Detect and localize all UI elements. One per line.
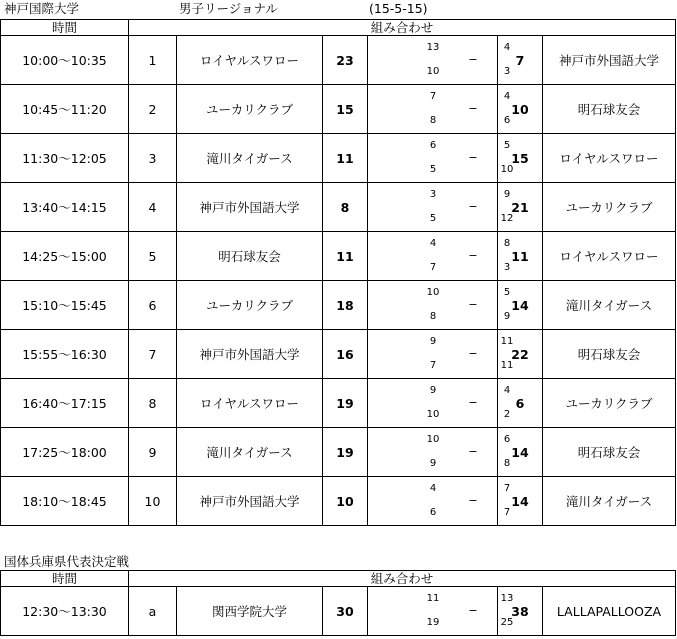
match-row: [1, 330, 676, 379]
set-b-1: 7: [503, 483, 511, 494]
match-time: 12:30〜13:30: [1, 587, 129, 636]
set-a-2: 5: [429, 213, 437, 224]
set-b-1: 8: [503, 238, 511, 249]
match-time: 18:10〜18:45: [1, 477, 129, 526]
set-scores: [368, 232, 511, 281]
set-b-2: 25: [500, 617, 514, 628]
match-number: 7: [129, 330, 177, 379]
set-scores: [368, 36, 511, 85]
dash-separator: −: [468, 604, 478, 617]
set-b-1: 5: [503, 287, 511, 298]
match-row: [1, 36, 676, 85]
team-b: 滝川タイガース: [543, 281, 676, 330]
match-number: a: [129, 587, 177, 636]
set-b-2: 7: [503, 507, 511, 518]
team-b: ロイヤルスワロー: [543, 232, 676, 281]
team-a: ロイヤルスワロー: [177, 36, 323, 85]
set-a-1: 7: [429, 91, 437, 102]
match-time: 17:25〜18:00: [1, 428, 129, 477]
match-number: 8: [129, 379, 177, 428]
match-time: 15:55〜16:30: [1, 330, 129, 379]
score-a: 18: [323, 281, 368, 330]
set-b-1: 6: [503, 434, 511, 445]
match-time: 10:45〜11:20: [1, 85, 129, 134]
set-scores: [368, 134, 514, 183]
team-a: ユーカリクラブ: [177, 85, 323, 134]
set-a-1: 13: [426, 42, 440, 53]
set-a-2: 6: [429, 507, 437, 518]
match-row: [1, 428, 676, 477]
dash-separator: −: [468, 53, 478, 66]
team-b: ロイヤルスワロー: [543, 134, 676, 183]
match-row: [1, 85, 676, 134]
score-a: 19: [323, 428, 368, 477]
score-a: 15: [323, 85, 368, 134]
set-a-1: 4: [429, 483, 437, 494]
set-a-2: 7: [429, 262, 437, 273]
match-time: 11:30〜12:05: [1, 134, 129, 183]
match-time: 15:10〜15:45: [1, 281, 129, 330]
score-b: 7: [498, 36, 543, 85]
time-header: 時間: [1, 571, 129, 587]
set-a-1: 11: [426, 593, 440, 604]
dash-separator: −: [468, 396, 478, 409]
match-number: 6: [129, 281, 177, 330]
set-b-2: 2: [503, 409, 511, 420]
match-time: 16:40〜17:15: [1, 379, 129, 428]
score-b: 11: [498, 232, 543, 281]
team-b: 神戸市外国語大学: [543, 36, 676, 85]
set-b-2: 3: [503, 262, 511, 273]
dash-separator: −: [468, 298, 478, 311]
score-b: 14: [498, 281, 543, 330]
section2-title: 国体兵庫県代表決定戦: [4, 554, 130, 569]
match-row: [1, 587, 676, 636]
match-number: 3: [129, 134, 177, 183]
schedule-table: [0, 19, 676, 526]
set-a-1: 10: [426, 434, 440, 445]
match-row: [1, 134, 676, 183]
set-a-2: 9: [429, 458, 437, 469]
score-b: 21: [498, 183, 543, 232]
score-a: 19: [323, 379, 368, 428]
team-b: 明石球友会: [543, 428, 676, 477]
set-scores: [368, 587, 514, 636]
set-a-2: 7: [429, 360, 437, 371]
set-scores: [368, 428, 511, 477]
set-a-1: 3: [429, 189, 437, 200]
dash-separator: −: [468, 200, 478, 213]
team-a: 神戸市外国語大学: [177, 183, 323, 232]
score-b: 14: [498, 428, 543, 477]
dash-separator: −: [468, 102, 478, 115]
time-header: 時間: [1, 20, 129, 36]
match-time: 10:00〜10:35: [1, 36, 129, 85]
score-a: 8: [323, 183, 368, 232]
score-a: 11: [323, 134, 368, 183]
set-b-2: 6: [503, 115, 511, 126]
set-scores: [368, 281, 511, 330]
match-time: 14:25〜15:00: [1, 232, 129, 281]
score-a: 23: [323, 36, 368, 85]
team-a: 神戸市外国語大学: [177, 477, 323, 526]
team-a: 関西学院大学: [177, 587, 323, 636]
set-scores: [368, 85, 511, 134]
match-number: 1: [129, 36, 177, 85]
team-b: 明石球友会: [543, 85, 676, 134]
set-a-2: 10: [426, 66, 440, 77]
dash-separator: −: [468, 347, 478, 360]
team-a: 滝川タイガース: [177, 134, 323, 183]
matchup-header: 組み合わせ: [129, 571, 676, 587]
matchup-header: 組み合わせ: [129, 20, 676, 36]
venue-title: 神戸国際大学: [4, 1, 80, 16]
match-row: [1, 379, 676, 428]
score-b: 15: [498, 134, 543, 183]
set-scores: [368, 379, 511, 428]
set-a-1: 10: [426, 287, 440, 298]
set-b-1: 9: [503, 189, 511, 200]
set-b-2: 10: [500, 164, 514, 175]
match-row: [1, 477, 676, 526]
dash-separator: −: [468, 494, 478, 507]
team-b: 明石球友会: [543, 330, 676, 379]
set-a-2: 5: [429, 164, 437, 175]
set-a-2: 8: [429, 115, 437, 126]
set-a-1: 9: [429, 385, 437, 396]
set-a-2: 19: [426, 617, 440, 628]
set-scores: [368, 330, 514, 379]
set-a-1: 9: [429, 336, 437, 347]
set-scores: [368, 477, 511, 526]
set-b-2: 12: [500, 213, 514, 224]
score-a: 16: [323, 330, 368, 379]
set-a-2: 10: [426, 409, 440, 420]
score-b: 10: [498, 85, 543, 134]
set-b-2: 3: [503, 66, 511, 77]
set-b-1: 11: [500, 336, 514, 347]
score-a: 30: [323, 587, 368, 636]
set-b-2: 9: [503, 311, 511, 322]
match-number: 5: [129, 232, 177, 281]
team-a: ロイヤルスワロー: [177, 379, 323, 428]
team-b: ユーカリクラブ: [543, 183, 676, 232]
set-b-2: 8: [503, 458, 511, 469]
team-a: ユーカリクラブ: [177, 281, 323, 330]
score-b: 38: [498, 587, 543, 636]
score-b: 22: [498, 330, 543, 379]
set-b-1: 4: [503, 91, 511, 102]
match-number: 9: [129, 428, 177, 477]
set-scores: [368, 183, 514, 232]
set-b-1: 4: [503, 385, 511, 396]
match-number: 10: [129, 477, 177, 526]
match-number: 2: [129, 85, 177, 134]
team-b: 滝川タイガース: [543, 477, 676, 526]
score-b: 14: [498, 477, 543, 526]
match-row: [1, 232, 676, 281]
match-row: [1, 183, 676, 232]
score-b: 6: [498, 379, 543, 428]
set-b-2: 11: [500, 360, 514, 371]
league-title: 男子リージョナル: [179, 1, 278, 16]
team-b: LALLAPALLOOZA: [543, 587, 676, 636]
set-b-1: 4: [503, 42, 511, 53]
dash-separator: −: [468, 151, 478, 164]
match-number: 4: [129, 183, 177, 232]
set-b-1: 5: [503, 140, 511, 151]
set-a-1: 4: [429, 238, 437, 249]
team-b: ユーカリクラブ: [543, 379, 676, 428]
set-b-1: 13: [500, 593, 514, 604]
team-a: 滝川タイガース: [177, 428, 323, 477]
date-label: (15-5-15): [369, 1, 428, 16]
dash-separator: −: [468, 445, 478, 458]
header-row: [1, 20, 676, 36]
section2-table: [0, 570, 676, 636]
match-time: 13:40〜14:15: [1, 183, 129, 232]
match-row: [1, 281, 676, 330]
team-a: 明石球友会: [177, 232, 323, 281]
score-a: 11: [323, 232, 368, 281]
score-a: 10: [323, 477, 368, 526]
set-a-1: 6: [429, 140, 437, 151]
team-a: 神戸市外国語大学: [177, 330, 323, 379]
set-a-2: 8: [429, 311, 437, 322]
header-row: [1, 571, 676, 587]
dash-separator: −: [468, 249, 478, 262]
